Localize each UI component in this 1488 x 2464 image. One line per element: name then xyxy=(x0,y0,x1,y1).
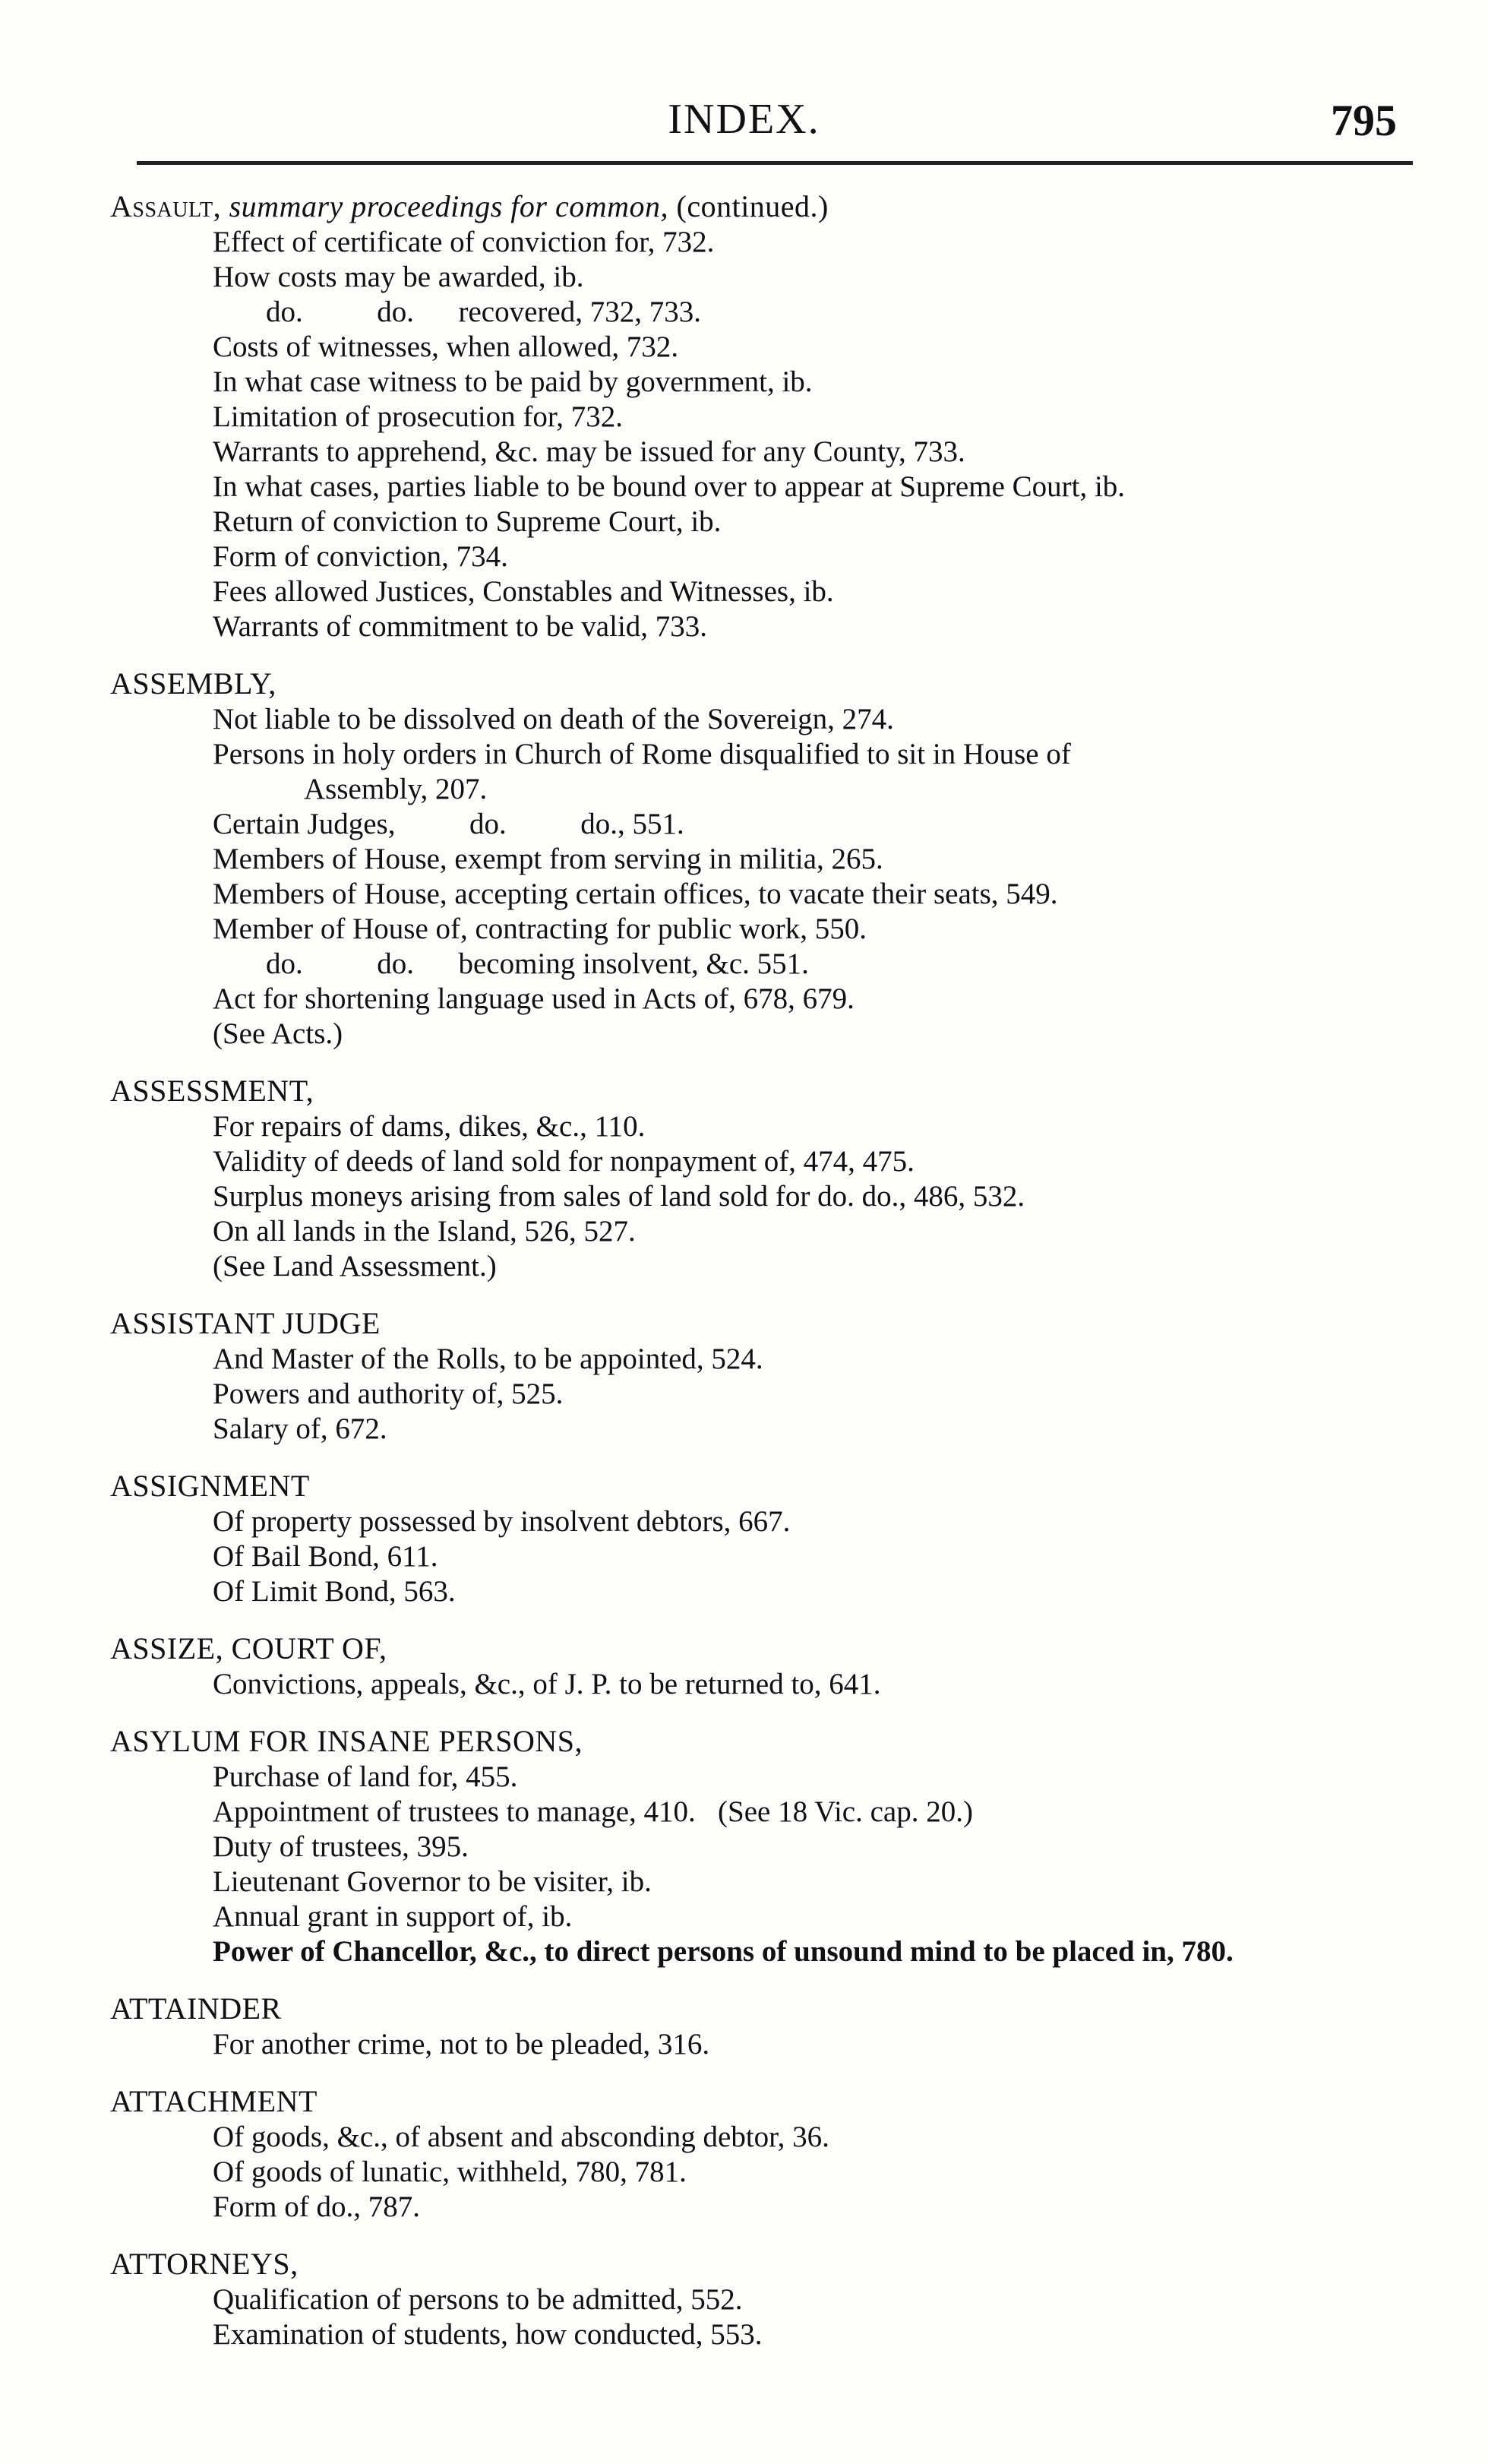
entry-line: Of property possessed by insolvent debtors, 667. xyxy=(213,1505,791,1538)
entry-heading: ASSISTANT JUDGE xyxy=(110,1306,381,1340)
entry-line: In what cases, parties liable to be bound over to appear at Supreme Court, ib. xyxy=(213,470,1126,503)
index-entry-attainder xyxy=(110,1991,1417,2062)
entry-line: Act for shortening language used in Acts of, 678, 679. xyxy=(213,982,855,1015)
entry-line: Convictions, appeals, &c., of J. P. to be returned to, 641. xyxy=(213,1668,881,1700)
entry-line: For repairs of dams, dikes, &c., 110. xyxy=(213,1110,646,1143)
entry-line: Not liable to be dissolved on death of the Sovereign, 274. xyxy=(213,703,894,735)
entry-heading: ASYLUM FOR INSANE PERSONS, xyxy=(110,1724,583,1758)
entry-line: Qualification of persons to be admitted, 552. xyxy=(213,2283,743,2316)
index-entry-assault xyxy=(110,188,1417,644)
entry-line: Salary of, 672. xyxy=(213,1412,387,1445)
entry-line: Examination of students, how conducted, 553. xyxy=(213,2318,763,2351)
entry-heading: ASSESSMENT, xyxy=(110,1074,314,1108)
entry-line: Effect of certificate of conviction for, 732. xyxy=(213,226,715,258)
index-entry-attachment xyxy=(110,2083,1417,2225)
entry-line: Warrants to apprehend, &c. may be issued for any County, 733. xyxy=(213,435,965,468)
entry-line: Of Limit Bond, 563. xyxy=(213,1575,456,1608)
index-entry-assize xyxy=(110,1631,1417,1702)
entry-line: Costs of witnesses, when allowed, 732. xyxy=(213,331,679,363)
entry-line: Of goods, &c., of absent and absconding debtor, 36. xyxy=(213,2121,829,2153)
entry-heading: ATTACHMENT xyxy=(110,2084,318,2118)
page-number: 795 xyxy=(1331,96,1397,145)
entry-line: For another crime, not to be pleaded, 316. xyxy=(213,2028,710,2061)
entry-line: How costs may be awarded, ib. xyxy=(213,261,584,293)
entry-heading: ATTAINDER xyxy=(110,1991,282,2026)
heading-tail: (continued.) xyxy=(668,189,829,223)
header-rule xyxy=(137,161,1413,165)
heading-italic: summary proceedings for common, xyxy=(221,189,668,223)
entry-line: Duty of trustees, 395. xyxy=(213,1830,469,1863)
entry-line: On all lands in the Island, 526, 527. xyxy=(213,1215,636,1248)
entry-line: Form of conviction, 734. xyxy=(213,540,508,573)
entry-line: Power of Chancellor, &c., to direct persons of unsound mind to be placed in, 780. xyxy=(213,1935,1234,1968)
entry-heading: ASSIZE, COURT OF, xyxy=(110,1631,387,1665)
entry-line: Annual grant in support of, ib. xyxy=(213,1900,573,1933)
entry-line: And Master of the Rolls, to be appointed, 524. xyxy=(213,1343,763,1375)
entry-heading: ASSEMBLY, xyxy=(110,666,276,701)
entry-line: In what case witness to be paid by government, ib. xyxy=(213,365,813,398)
entry-line: Validity of deeds of land sold for nonpayment of, 474, 475. xyxy=(213,1145,915,1178)
entry-line: Powers and authority of, 525. xyxy=(213,1377,564,1410)
index-entry-assistant-judge xyxy=(110,1305,1417,1447)
entry-line: do. do. becoming insolvent, &c. 551. xyxy=(266,947,809,980)
entry-line: Purchase of land for, 455. xyxy=(213,1760,518,1793)
entry-heading xyxy=(110,188,1417,225)
heading-text: Assault, xyxy=(110,189,222,223)
entry-line: Form of do., 787. xyxy=(213,2190,420,2223)
entry-line: (See Land Assessment.) xyxy=(213,1250,497,1283)
entry-line: Of goods of lunatic, withheld, 780, 781. xyxy=(213,2156,687,2188)
entry-heading: ASSIGNMENT xyxy=(110,1469,310,1503)
entry-line: (See Acts.) xyxy=(213,1017,343,1050)
entry-line: Appointment of trustees to manage, 410. (See 18 Vic. cap. 20.) xyxy=(213,1795,973,1828)
entry-line: Member of House of, contracting for public work, 550. xyxy=(213,913,867,945)
index-content xyxy=(110,188,1417,2374)
index-entry-assignment xyxy=(110,1468,1417,1609)
entry-line: Of Bail Bond, 611. xyxy=(213,1540,438,1573)
page-header xyxy=(0,95,1488,148)
index-entry-attorneys xyxy=(110,2246,1417,2352)
entry-line: Members of House, exempt from serving in militia, 265. xyxy=(213,843,883,875)
index-entry-assembly xyxy=(110,666,1417,1052)
entry-line: Assembly, 207. xyxy=(304,773,488,805)
entry-line: Lieutenant Governor to be visiter, ib. xyxy=(213,1865,652,1898)
entry-line: Warrants of commitment to be valid, 733. xyxy=(213,610,708,643)
entry-line: do. do. recovered, 732, 733. xyxy=(266,296,701,328)
page-title: INDEX. xyxy=(668,96,820,143)
entry-line: Members of House, accepting certain offices, to vacate their seats, 549. xyxy=(213,878,1058,910)
entry-line: Persons in holy orders in Church of Rome disqualified to sit in House of xyxy=(213,738,1071,770)
entry-heading: ATTORNEYS, xyxy=(110,2247,299,2281)
entry-line: Limitation of prosecution for, 732. xyxy=(213,400,624,433)
entry-line: Fees allowed Justices, Constables and Witnesses, ib. xyxy=(213,575,834,608)
entry-line: Surplus moneys arising from sales of land sold for do. do., 486, 532. xyxy=(213,1180,1025,1213)
entry-line: Return of conviction to Supreme Court, ib. xyxy=(213,505,722,538)
entry-line: Certain Judges, do. do., 551. xyxy=(213,808,684,840)
index-entry-assessment xyxy=(110,1073,1417,1284)
index-entry-asylum xyxy=(110,1723,1417,1969)
